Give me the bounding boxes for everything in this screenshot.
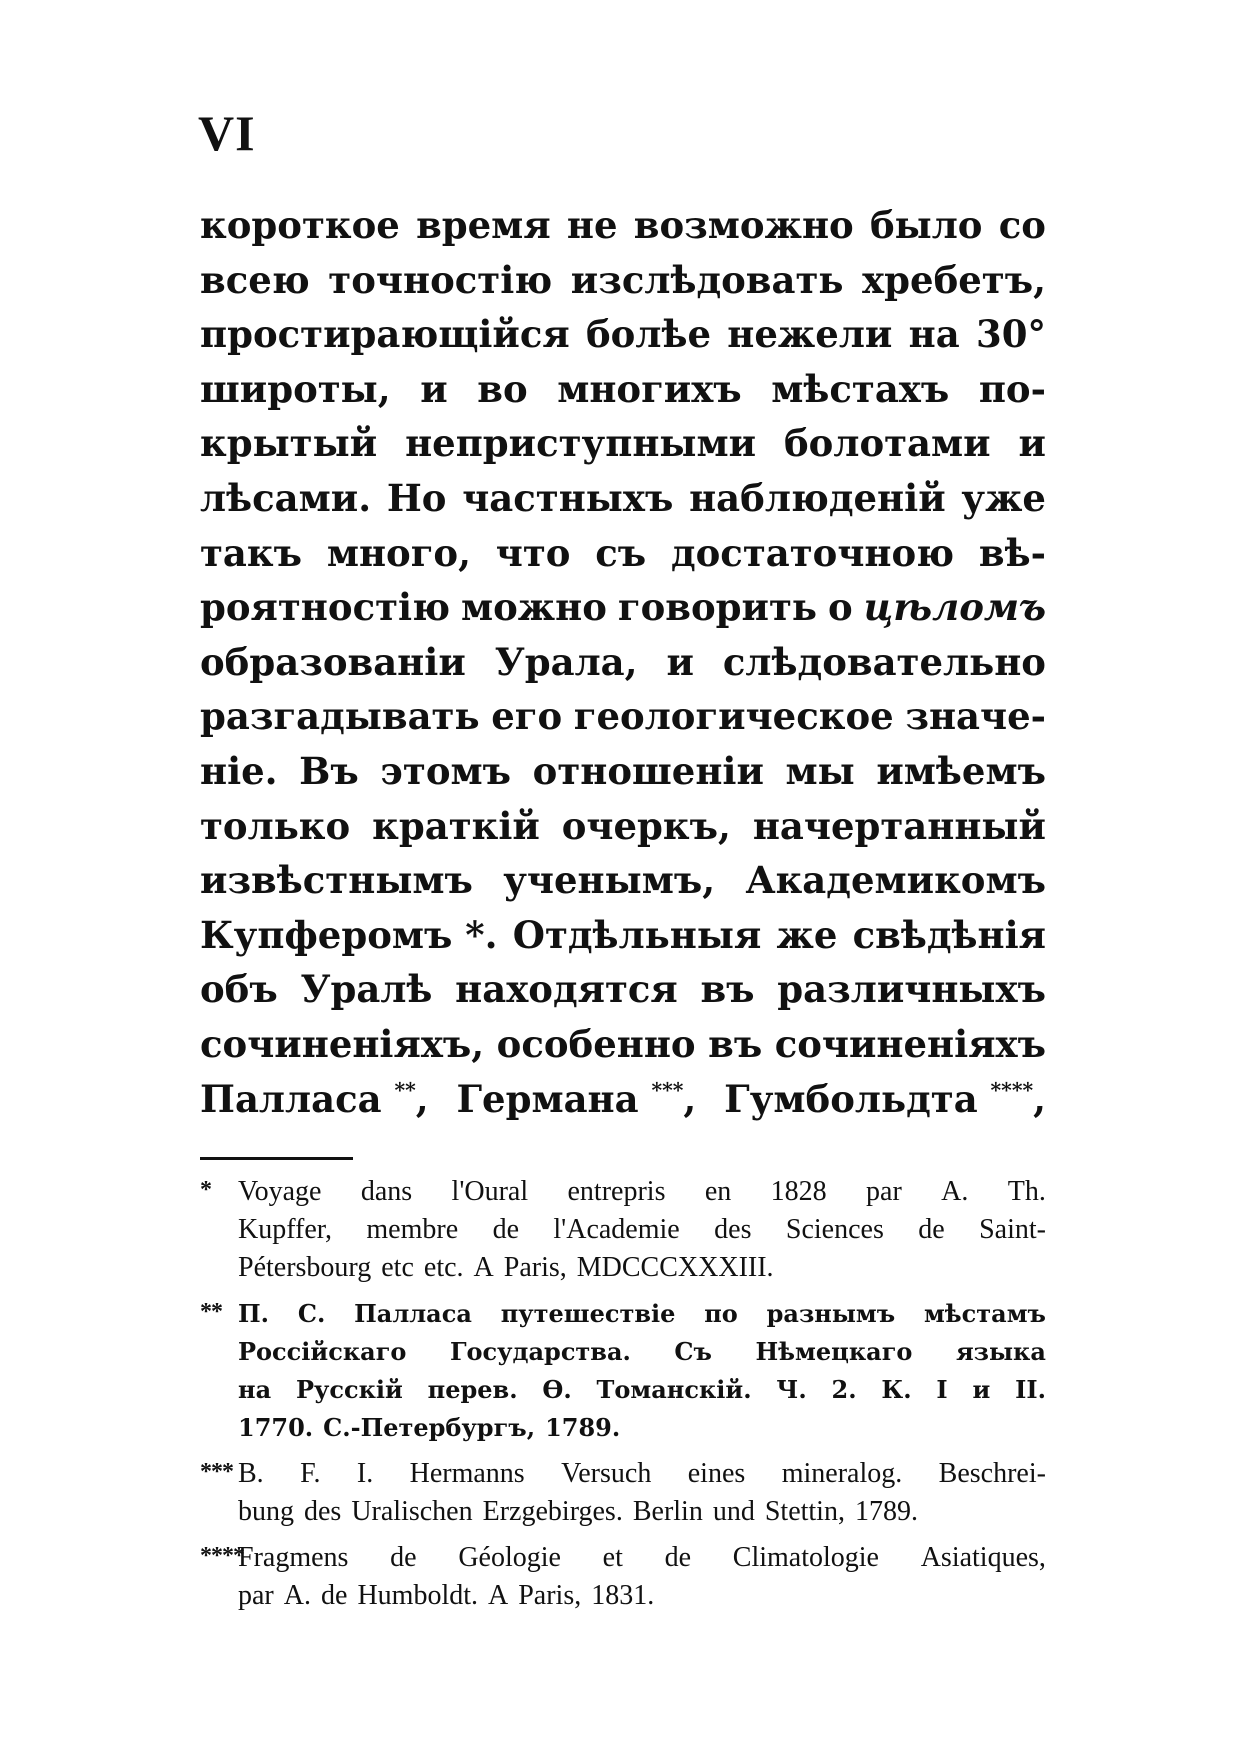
text-line: [200, 362, 1046, 417]
word: было: [869, 203, 983, 247]
text-line: [200, 471, 1046, 526]
word: многихъ: [557, 366, 742, 411]
footnote-word: l'Oural: [451, 1176, 529, 1207]
word: наблюденій: [689, 475, 946, 520]
footnote-word: С.: [297, 1299, 326, 1328]
word: особенно: [496, 1021, 696, 1066]
word: вѣ-: [978, 530, 1046, 575]
word: время: [416, 203, 551, 247]
word: съ: [595, 530, 647, 575]
footnote-word: Россійскаго: [238, 1337, 407, 1366]
word: не: [566, 203, 618, 247]
footnote-word: Fragmens: [238, 1542, 349, 1573]
word: широты,: [200, 366, 391, 411]
word: на: [908, 312, 960, 357]
footnote-word: Kupffer,: [238, 1214, 332, 1245]
word: слѣдовательно: [722, 639, 1046, 684]
footnote-marker: ***: [200, 1459, 233, 1485]
footnote-word: Saint-: [979, 1214, 1046, 1245]
text-line: [200, 526, 1046, 581]
word: Уралѣ: [300, 967, 433, 1012]
footnote-word: eines: [687, 1458, 746, 1489]
footnote-word: entrepris: [567, 1176, 666, 1207]
word: Германа ***,: [456, 1076, 697, 1121]
word: всею: [200, 257, 310, 302]
footnote-word: Versuch: [561, 1458, 652, 1489]
footnote-word: перев.: [427, 1375, 518, 1404]
main-text: [200, 198, 1046, 1126]
text-line: [200, 689, 1046, 744]
word: же: [776, 912, 838, 957]
footnote-word: 2.: [831, 1375, 857, 1404]
word: много,: [326, 530, 471, 575]
text-line: [200, 1072, 1046, 1127]
footnote-word: Hermanns: [409, 1458, 525, 1489]
footnote-word: par: [866, 1176, 902, 1207]
footnote-word: мѣстамъ: [923, 1299, 1046, 1328]
text-line: [200, 253, 1046, 308]
footnote-word: I: [936, 1375, 948, 1404]
word: изслѣдовать: [570, 257, 844, 302]
footnote-word: С.-Петербургъ,: [323, 1413, 536, 1442]
footnote-line: [238, 1493, 1046, 1531]
word: болѣе: [586, 312, 712, 357]
word: краткій: [372, 803, 540, 848]
word: такъ: [200, 530, 303, 575]
footnote-word: 1831.: [591, 1580, 655, 1611]
text-line: [200, 853, 1046, 908]
text-line: [200, 962, 1046, 1017]
footnote-word: I.: [356, 1458, 374, 1489]
footnote-divider: [200, 1157, 353, 1160]
footnote-word: Ч.: [776, 1375, 807, 1404]
footnote-word: Asiatiques,: [920, 1542, 1046, 1573]
footnote-line: [238, 1371, 1046, 1409]
word: говорить: [617, 585, 817, 630]
word: различныхъ: [777, 967, 1046, 1012]
footnote-word: A.: [283, 1580, 311, 1611]
footnote-word: Томанскій.: [596, 1375, 752, 1404]
word: этомъ: [380, 748, 512, 793]
footnote-word: Государства.: [449, 1337, 631, 1366]
footnote-word: membre: [366, 1214, 459, 1245]
footnote-line: [238, 1211, 1046, 1249]
footnote-word: Paris,: [503, 1252, 567, 1283]
word: значе-: [905, 694, 1046, 739]
text-line: [200, 307, 1046, 362]
footnote-word: путешествіе: [500, 1299, 676, 1328]
footnote-word: Нѣмецкаго: [755, 1337, 913, 1366]
footnote-word: F.: [300, 1458, 321, 1489]
text-line: [200, 198, 1046, 253]
footnote-marker: *: [200, 1177, 211, 1203]
footnote-line: [238, 1173, 1046, 1211]
word: и: [1018, 421, 1046, 466]
footnote-word: de: [918, 1214, 945, 1245]
word: уже: [961, 475, 1046, 520]
word: отношеніи: [532, 748, 764, 793]
word: ніе.: [200, 748, 278, 793]
footnote-word: Русскій: [295, 1375, 403, 1404]
footnote-word: Paris,: [518, 1580, 582, 1611]
word: нежели: [727, 312, 893, 357]
word: его: [491, 694, 563, 739]
text-line: [200, 799, 1046, 854]
word: можно: [460, 585, 607, 630]
footnote-word: 1789.: [545, 1413, 621, 1442]
text-line: [200, 1017, 1046, 1072]
footnote-word: Géologie: [458, 1542, 561, 1573]
word: по-: [978, 366, 1046, 411]
footnote-word: dans: [360, 1176, 413, 1207]
word: Академикомъ: [745, 858, 1046, 903]
word: геологическое: [573, 694, 894, 739]
footnote-word: Stettin,: [764, 1496, 845, 1527]
footnote-word: Humboldt.: [357, 1580, 478, 1611]
text-line: [200, 635, 1046, 690]
footnote-word: etc: [381, 1252, 414, 1283]
word: сочиненіяхъ: [774, 1021, 1046, 1066]
word: возможно: [633, 203, 854, 247]
footnote-word: B.: [238, 1458, 264, 1489]
page-number: VI: [198, 105, 256, 161]
footnote-word: etc.: [423, 1252, 464, 1283]
footnote: [200, 1539, 1046, 1615]
word: хребетъ,: [862, 257, 1046, 302]
word: крытый: [200, 421, 378, 466]
footnote-word: и: [972, 1375, 991, 1404]
word: только: [200, 803, 351, 848]
footnote-word: Uralischen: [351, 1496, 473, 1527]
footnote-word: II.: [1015, 1375, 1046, 1404]
footnote-word: 1770.: [238, 1413, 314, 1442]
footnote-line: [238, 1409, 1046, 1447]
footnote-word: de: [321, 1580, 348, 1611]
word: Урала,: [494, 639, 638, 684]
footnote-word: de: [492, 1214, 519, 1245]
word: Палласа **,: [200, 1076, 429, 1121]
footnote-word: Erzgebirges.: [482, 1496, 623, 1527]
footnote-word: Sciences: [785, 1214, 884, 1245]
word: объ: [200, 967, 278, 1012]
word: короткое: [200, 203, 400, 247]
footnote-line: [238, 1539, 1046, 1577]
word: во: [477, 366, 528, 411]
word: свѣдѣнія: [852, 912, 1046, 957]
footnote: [200, 1173, 1046, 1287]
word: 30°: [975, 312, 1046, 357]
word: Гумбольдта ****,: [724, 1076, 1046, 1121]
footnote-word: mineralog.: [781, 1458, 903, 1489]
word: разгадывать: [200, 694, 480, 739]
footnote-word: des: [304, 1496, 342, 1527]
footnote-word: 1789.: [854, 1496, 918, 1527]
footnote-line: [238, 1333, 1046, 1371]
word: со: [998, 203, 1046, 247]
footnote-word: разнымъ: [766, 1299, 896, 1328]
footnote-word: bung: [238, 1496, 294, 1527]
footnote: [200, 1455, 1046, 1531]
footnote-line: [238, 1249, 1046, 1287]
word: въ: [708, 1021, 763, 1066]
text-line: [200, 908, 1046, 963]
footnote-line: [238, 1577, 1046, 1615]
footnote-word: Съ: [674, 1337, 712, 1366]
word: что: [495, 530, 571, 575]
word: простирающійся: [200, 312, 570, 357]
footnote-word: Палласа: [354, 1299, 472, 1328]
footnote-word: на: [238, 1375, 272, 1404]
word: начертанный: [752, 803, 1046, 848]
footnote-word: К.: [881, 1375, 912, 1404]
footnote-marker: ****: [200, 1543, 244, 1569]
word: Въ: [299, 748, 359, 793]
footnote-word: П.: [238, 1299, 270, 1328]
word: Купферомъ *.: [200, 912, 498, 957]
word: мѣстахъ: [771, 366, 950, 411]
word: очеркъ,: [561, 803, 731, 848]
word: сочиненіяхъ,: [200, 1021, 485, 1066]
footnote-line: [238, 1455, 1046, 1493]
word: имѣемъ: [876, 748, 1046, 793]
footnote-word: A: [488, 1580, 509, 1611]
footnote-word: MDCCCXXXIII.: [576, 1252, 774, 1283]
footnote-word: des: [714, 1214, 752, 1245]
footnote-word: de: [664, 1542, 692, 1573]
footnote-word: et: [602, 1542, 623, 1573]
footnotes: [200, 1173, 1046, 1623]
word: находятся: [455, 967, 678, 1012]
footnote-line: [238, 1295, 1046, 1333]
footnote-word: A.: [941, 1176, 969, 1207]
footnote-word: Climatologie: [732, 1542, 879, 1573]
footnote-word: Beschrei-: [938, 1458, 1046, 1489]
text-line: [200, 744, 1046, 799]
word: извѣстнымъ: [200, 858, 473, 903]
text-line: [200, 416, 1046, 471]
footnote-word: Pétersbourg: [238, 1252, 372, 1283]
word: ученымъ,: [503, 858, 716, 903]
word: въ: [700, 967, 755, 1012]
footnote-word: Voyage: [238, 1176, 322, 1207]
word: достаточною: [670, 530, 955, 575]
footnote-word: A: [473, 1252, 494, 1283]
footnote-word: по: [704, 1299, 738, 1328]
footnote-word: языка: [955, 1337, 1046, 1366]
word: и: [666, 639, 694, 684]
word: мы: [785, 748, 855, 793]
footnote-word: de: [390, 1542, 417, 1573]
word: образованіи: [200, 639, 466, 684]
footnote-word: Berlin: [632, 1496, 703, 1527]
word: цѣломъ: [863, 585, 1046, 630]
footnote-word: par: [238, 1580, 274, 1611]
word: роятностію: [200, 585, 451, 630]
footnote-word: Th.: [1007, 1176, 1046, 1207]
text-line: [200, 580, 1046, 635]
word: и: [420, 366, 448, 411]
word: о: [827, 585, 853, 630]
footnote-word: l'Academie: [553, 1214, 680, 1245]
footnote-word: 1828: [770, 1176, 827, 1207]
word: частныхъ: [462, 475, 674, 520]
footnote-word: Ѳ.: [542, 1375, 572, 1404]
word: неприступными: [405, 421, 757, 466]
word: Отдѣльныя: [512, 912, 762, 957]
word: лѣсами.: [200, 475, 372, 520]
footnote-marker: **: [200, 1299, 222, 1325]
footnote-word: und: [712, 1496, 755, 1527]
word: точностію: [328, 257, 553, 302]
footnote: [200, 1295, 1046, 1447]
footnote-word: en: [704, 1176, 732, 1207]
word: болотами: [784, 421, 991, 466]
word: Но: [386, 475, 447, 520]
